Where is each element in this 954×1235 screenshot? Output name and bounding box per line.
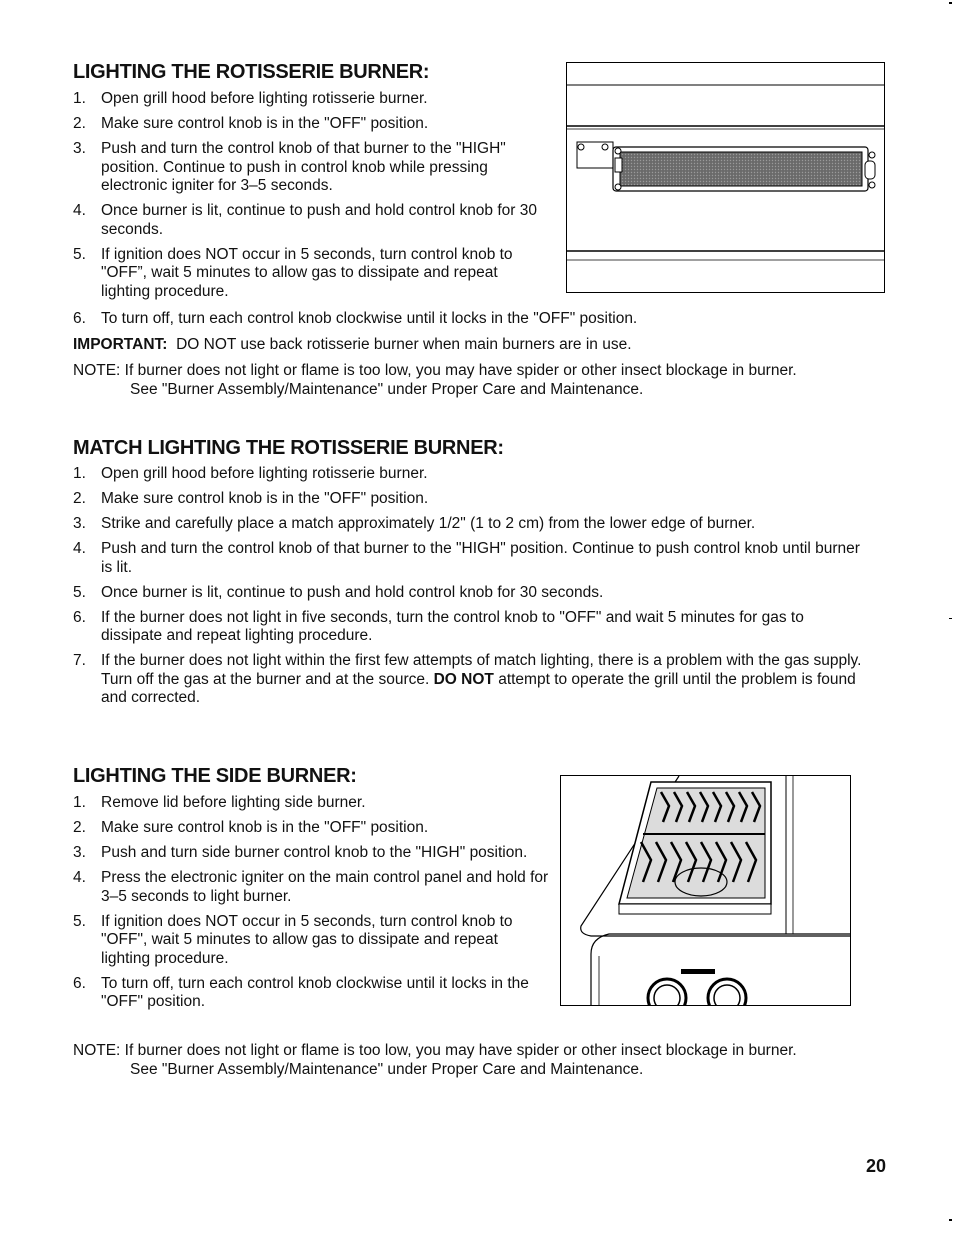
rotisserie-steps-cont (73, 310, 873, 335)
page-number: 20 (865, 1156, 886, 1176)
list-item: 2. Make sure control knob is in the "OFF" position. (73, 819, 429, 836)
crop-mark (949, 618, 952, 619)
section-title-side-burner: LIGHTING THE SIDE BURNER: (73, 765, 357, 787)
section-title-match-lighting: MATCH LIGHTING THE ROTISSERIE BURNER: (73, 437, 504, 459)
list-item: 7. If the burner does not light within the first few attempts of match lighting, there is a problem with the gas supply. Turn off the gas at the burner and at the source. DO NOT attempt to operate the grill until the problem is found and corrected. (73, 652, 862, 706)
match-lighting-steps (73, 465, 863, 714)
list-item: 1. Open grill hood before lighting rotisserie burner. (73, 465, 428, 482)
rotisserie-steps (73, 90, 551, 308)
list-item: 4. Once burner is lit, continue to push and hold control knob for 30 seconds. (73, 202, 537, 238)
list-item: 1. Open grill hood before lighting rotisserie burner. (73, 90, 428, 107)
list-item: 3. Push and turn side burner control knob to the "HIGH" position. (73, 844, 528, 861)
list-item: 3. Strike and carefully place a match approximately 1/2" (1 to 2 cm) from the lower edge of burner. (73, 515, 756, 532)
rotisserie-burner-illustration (566, 62, 885, 293)
list-item: 6. If the burner does not light in five seconds, turn the control knob to "OFF" and wait 5 minutes for gas to dissipate and repeat lighting procedure. (73, 608, 804, 644)
note-rotisserie: NOTE: If burner does not light or flame is too low, you may have spider or other insect blockage in burner. See "Burner Assembly/Maintenance" under Proper Care and Maintenance. (73, 362, 797, 398)
side-burner-steps (73, 794, 549, 1018)
list-item: 2. Make sure control knob is in the "OFF" position. (73, 115, 429, 132)
list-item: 5. If ignition does NOT occur in 5 seconds, turn control knob to "OFF”, wait 5 minutes to allow gas to dissipate and repeat lighting procedure. (73, 245, 513, 300)
list-item: 4. Push and turn the control knob of that burner to the "HIGH" position. Continue to push control knob until burner is lit. (73, 540, 860, 576)
crop-mark (949, 1219, 952, 1221)
list-item: 5. Once burner is lit, continue to push and hold control knob for 30 seconds. (73, 583, 604, 601)
list-item: 6. To turn off, turn each control knob clockwise until it locks in the "OFF" position. (73, 974, 529, 1010)
important-note: IMPORTANT: DO NOT use back rotisserie burner when main burners are in use. (73, 336, 632, 353)
list-item: 3. Push and turn the control knob of that burner to the "HIGH" position. Continue to push in control knob while pressing electronic igniter for 3–5 seconds. (73, 140, 506, 194)
note-side-burner: NOTE: If burner does not light or flame is too low, you may have spider or other insect blockage in burner. See "Burner Assembly/Maintenance" under Proper Care and Maintenance. (73, 1042, 797, 1078)
rotisserie-burner-drawing (567, 63, 884, 292)
side-burner-drawing (561, 776, 850, 1005)
section-title-rotisserie: LIGHTING THE ROTISSERIE BURNER: (73, 61, 430, 83)
crop-mark (949, 2, 952, 4)
list-item: 2. Make sure control knob is in the "OFF" position. (73, 490, 429, 507)
list-item: 6. To turn off, turn each control knob clockwise until it locks in the "OFF" position. (73, 310, 638, 327)
list-item: 5. If ignition does NOT occur in 5 seconds, turn control knob to "OFF", wait 5 minutes to allow gas to dissipate and repeat lighting procedure. (73, 912, 513, 967)
list-item: 1. Remove lid before lighting side burner. (73, 794, 366, 811)
side-burner-illustration (560, 775, 851, 1006)
list-item: 4. Press the electronic igniter on the main control panel and hold for 3–5 seconds to light burner. (73, 869, 549, 905)
